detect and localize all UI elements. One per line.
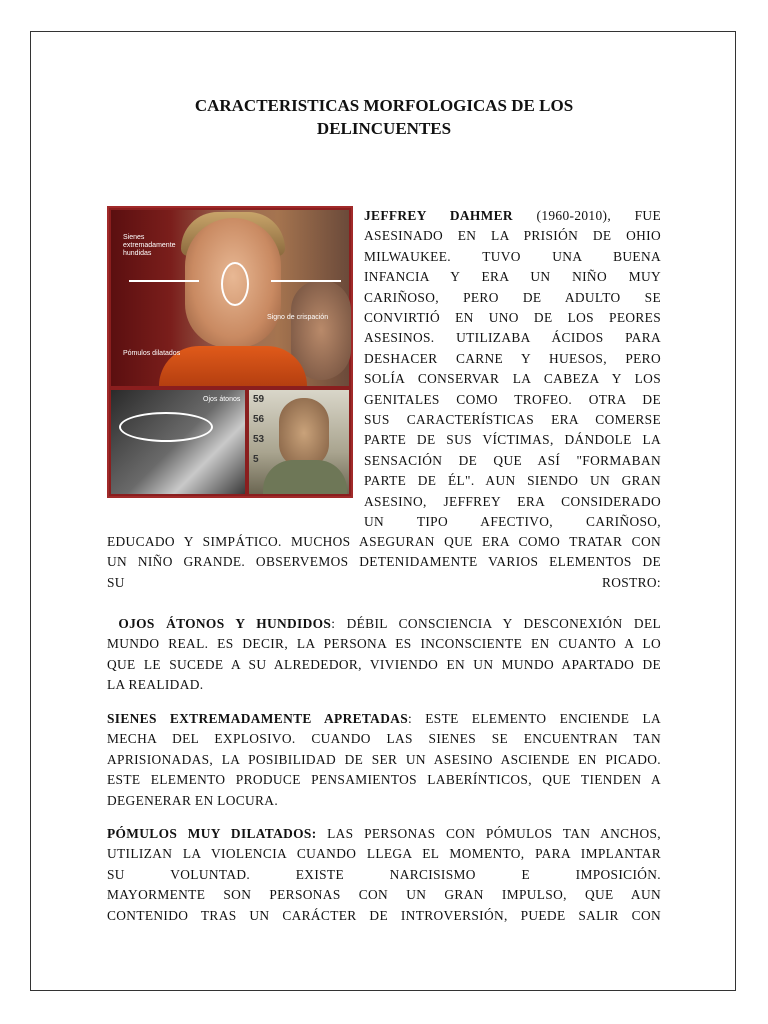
intro-line: PARTE DE ÉL". AUN SIENDO UN GRAN [364, 473, 661, 489]
mug-num-4: 5 [253, 454, 259, 465]
intro-line: ASESINADO EN LA PRISIÓN DE OHIO [364, 228, 661, 244]
section-line: QUE LE SUCEDE A SU ALREDEDOR, VIVIENDO EN UN MUNDO APARTADO DE [107, 656, 661, 672]
section-heading: OJOS ÁTONOS Y HUNDIDOS [118, 616, 332, 631]
left-arrow-icon [129, 280, 199, 282]
intro-line: SUS CARACTERÍSTICAS ERA COMERSE [364, 412, 661, 428]
label-pomulos: Pómulos dilatados [123, 350, 181, 357]
intro-name: JEFFREY DAHMER [364, 208, 513, 223]
section-heading: PÓMULOS MUY DILATADOS: [107, 826, 317, 841]
dahmer-photo-collage [107, 206, 353, 498]
intro-line: SENSACIÓN DE QUE ASÍ "FORMABAN [364, 452, 661, 468]
profile-photo [111, 390, 245, 494]
section-line: SIENES EXTREMADAMENTE APRETADAS: ESTE ELEMENTO ENCIENDE LA [107, 711, 661, 726]
label-ojos: Ojos átonos [203, 396, 241, 403]
section-line: MUNDO REAL. ES DECIR, LA PERSONA ES INCONSCIENTE EN CUANTO A LO [107, 636, 661, 652]
section-line: DEGENERAR EN LOCURA. [107, 792, 279, 808]
intro-line: ASESINO, JEFFREY ERA CONSIDERADO [364, 493, 661, 509]
section-line: PÓMULOS MUY DILATADOS: LAS PERSONAS CON PÓMULOS TAN ANCHOS, [107, 826, 661, 841]
mugshot-body [263, 460, 347, 494]
section-line: OJOS ÁTONOS Y HUNDIDOS: DÉBIL CONSCIENCIA Y DESCONEXIÓN DEL [118, 616, 662, 631]
intro-line: PARTE DE SUS VÍCTIMAS, DÁNDOLE LA [364, 432, 661, 448]
intro-cont-line: SU ROSTRO: [107, 574, 661, 590]
portrait-main [111, 210, 349, 386]
shirt [159, 346, 307, 386]
intro-continuation [107, 532, 661, 593]
mugshot-photo [249, 390, 349, 494]
title-line-2: DELINCUENTES [316, 119, 452, 138]
intro-line: ASESINOS. UTILIZABA ÁCIDOS PARA [364, 330, 661, 346]
section-ojos [107, 614, 661, 696]
section-line: CONTENIDO TRAS UN CARÁCTER DE INTROVERSIÓN, PUEDE SALIR CON [107, 907, 661, 923]
intro-paragraph [364, 206, 661, 533]
section-sienes [107, 709, 661, 811]
intro-line: INFANCIA Y ERA UN NIÑO MUY [364, 269, 661, 285]
eyes-circle [119, 412, 213, 442]
section-line: LA REALIDAD. [107, 677, 204, 693]
right-arrow-icon [271, 280, 341, 282]
section-line: MAYORMENTE SON PERSONAS CON UN GRAN IMPULSO, QUE AUN [107, 887, 661, 903]
intro-cont-line: UN NIÑO GRANDE. OBSERVEMOS DETENIDAMENTE VARIOS ELEMENTOS DE [107, 554, 661, 570]
intro-line: JEFFREY DAHMER (1960-2010), FUE [364, 208, 661, 223]
section-pomulos [107, 824, 661, 926]
title-line-1: CARACTERISTICAS MORFOLOGICAS DE LOS [194, 96, 574, 115]
intro-line: DESHACER CARNE Y HUESOS, PERO [364, 350, 661, 366]
section-line: MECHA DEL EXPLOSIVO. CUANDO LAS SIENES SE ENCUENTRAN TAN [107, 731, 661, 747]
section-heading: SIENES EXTREMADAMENTE APRETADAS [107, 711, 409, 726]
intro-line: SOLÍA CONSERVAR LA CABEZA Y LOS [364, 371, 661, 387]
mugshot-face [279, 398, 329, 468]
page-title [60, 94, 708, 140]
mug-num-2: 56 [253, 414, 265, 425]
intro-cont-line: EDUCADO Y SIMPÁTICO. MUCHOS ASEGURAN QUE ERA COMO TRATAR CON [107, 534, 661, 549]
intro-line: GENITALES COMO TROFEO. OTRA DE [364, 391, 661, 407]
section-line: UTILIZAN LA VIOLENCIA CUANDO LLEGA EL MOMENTO, PARA IMPLANTAR [107, 846, 661, 862]
intro-line: UN TIPO AFECTIVO, CARIÑOSO, [364, 514, 661, 530]
label-sienes: Sienes extremadamente hundidas [123, 234, 176, 257]
section-line: ESTE ELEMENTO PRODUCE PENSAMIENTOS LABERÍNTICOS, QUE TIENDEN A [107, 772, 661, 788]
label-signo: Signo de crispación [267, 314, 329, 321]
intro-line: CARIÑOSO, PERO DE ADULTO SE [364, 289, 661, 305]
intro-line: CONVIRTIÓ EN UNO DE LOS PEORES [364, 310, 661, 326]
intro-line: MILWAUKEE. TUVO UNA BUENA [364, 248, 661, 264]
section-line: SU VOLUNTAD. EXISTE NARCISISMO E IMPOSICIÓN. [107, 866, 661, 882]
section-line: APRISIONADAS, LA POSIBILIDAD DE SER UN ASESINO ASCIENDE EN PICADO. [107, 751, 661, 767]
mug-num-3: 53 [253, 434, 265, 445]
crispation-circle [221, 262, 249, 306]
mug-num-1: 59 [253, 394, 265, 405]
